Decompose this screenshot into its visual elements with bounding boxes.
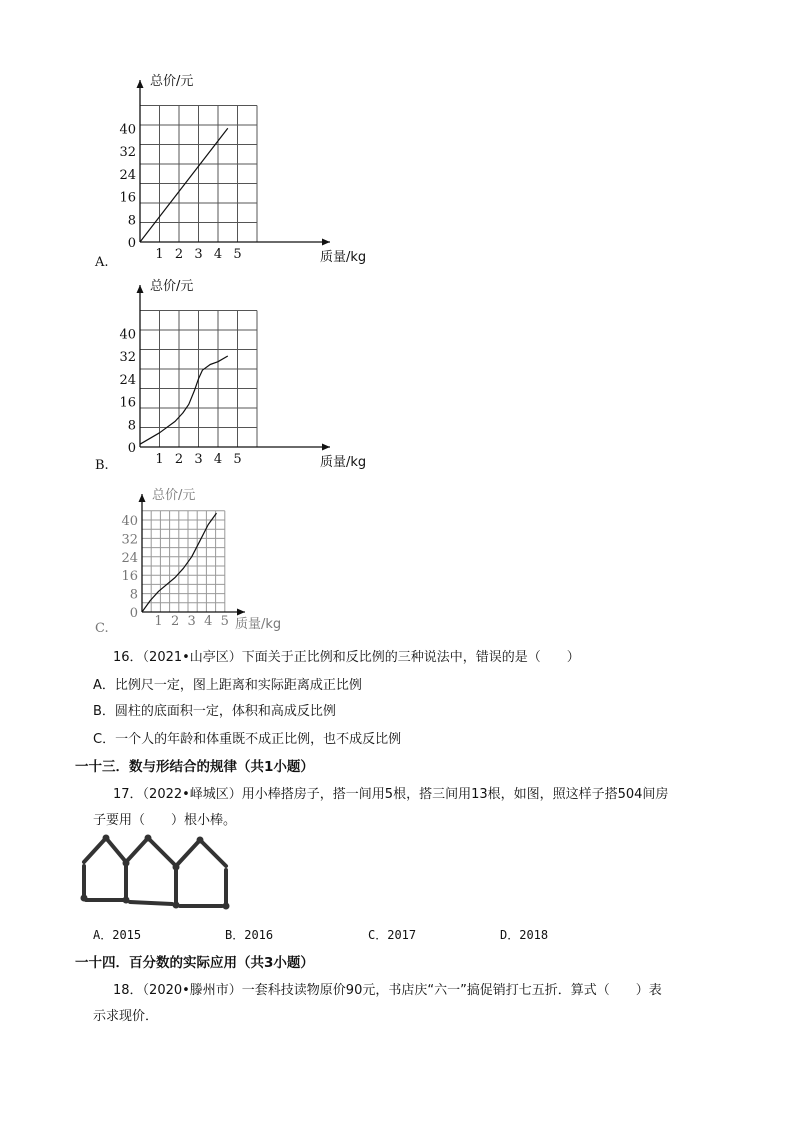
q17-choice-a[interactable]: A．2015 [93,928,142,942]
chart-option-c [95,490,295,640]
y-tick-label: 32 [119,145,136,160]
q16-option-a[interactable]: A．比例尺一定，图上距离和实际距离成正比例 [93,678,362,693]
y-tick-label: 32 [119,350,136,365]
y-tick-label: 24 [119,167,136,183]
y-tick-label: 0 [129,606,138,621]
x-axis-label: 质量/kg [320,455,367,470]
x-axis-label: 质量/kg [235,617,282,632]
chart-option-b [95,275,367,475]
y-tick-label: 40 [119,327,136,343]
x-tick-label: 2 [174,247,184,262]
x-tick-label: 3 [187,614,196,629]
y-tick-label: 16 [121,569,138,585]
y-axis-label: 总价/元 [150,279,194,294]
x-tick-label: 4 [204,614,213,629]
y-tick-label: 8 [127,213,136,229]
y-axis-arrow-icon [139,494,146,502]
y-tick-label: 40 [121,514,138,529]
q16-stem: 16．（2021•山亭区）下面关于正比例和反比例的三种说法中，错误的是（ ） [113,650,580,665]
x-tick-label: 4 [213,247,223,262]
x-tick-label: 1 [155,247,164,262]
y-tick-label: 24 [121,550,138,566]
series-line [140,128,228,242]
option-letter: B. [95,458,109,473]
y-tick-label: 0 [127,441,136,456]
x-tick-label: 1 [155,452,164,467]
q17-stem-line1: 17．（2022•峄城区）用小棒搭房子，搭一间用5根，搭三间用13根，如图，照这样子搭504间房 [113,787,669,802]
x-tick-label: 2 [170,614,180,629]
q18-stem-line2: 示求现价． [93,1009,159,1024]
y-tick-label: 40 [119,122,136,138]
y-tick-label: 8 [127,418,136,434]
q17-choice-d[interactable]: D．2018 [500,928,549,942]
section-14-heading: 一十四．百分数的实际应用（共3小题） [75,955,314,971]
x-axis-arrow-icon [322,239,330,246]
q18-stem-line1: 18．（2020•滕州市）一套科技读物原价90元，书店庆“六一”搞促销打七五折．算式（ ）表 [113,983,662,998]
chart-b-svg [95,275,367,475]
x-tick-label: 5 [233,247,242,262]
y-axis-label: 总价/元 [150,74,194,89]
q17-choice-b[interactable]: B．2016 [225,928,274,942]
x-axis-arrow-icon [322,444,330,451]
x-tick-label: 3 [194,452,203,467]
y-axis-arrow-icon [137,285,144,293]
matchstick-houses-figure [76,832,236,916]
y-tick-label: 16 [119,395,136,411]
q17-choice-c[interactable]: C．2017 [368,928,417,942]
x-axis-label: 质量/kg [320,250,367,265]
x-tick-label: 5 [233,452,242,467]
option-letter: A. [95,255,109,270]
option-letter: C. [95,621,109,636]
y-axis-label: 总价/元 [152,488,196,503]
chart-a-svg [95,70,367,270]
y-tick-label: 0 [127,236,136,251]
y-tick-label: 24 [119,372,136,388]
q16-option-c[interactable]: C．一个人的年龄和体重既不成正比例，也不成反比例 [93,732,402,747]
section-13-heading: 一十三．数与形结合的规律（共1小题） [75,759,314,775]
chart-c-svg [95,490,295,640]
chart-option-a [95,70,367,270]
x-tick-label: 2 [174,452,184,467]
y-tick-label: 16 [119,190,136,206]
y-axis-arrow-icon [137,80,144,88]
y-tick-label: 8 [129,587,138,603]
q16-option-b[interactable]: B．圆柱的底面积一定，体积和高成反比例 [93,704,336,719]
q17-stem-line2: 子要用（ ）根小棒。 [93,813,237,828]
x-tick-label: 1 [154,614,163,629]
x-tick-label: 3 [194,247,203,262]
x-axis-arrow-icon [237,609,245,616]
matchstick-houses-svg [76,832,236,912]
x-tick-label: 5 [220,614,229,629]
x-tick-label: 4 [213,452,223,467]
y-tick-label: 32 [121,532,138,548]
